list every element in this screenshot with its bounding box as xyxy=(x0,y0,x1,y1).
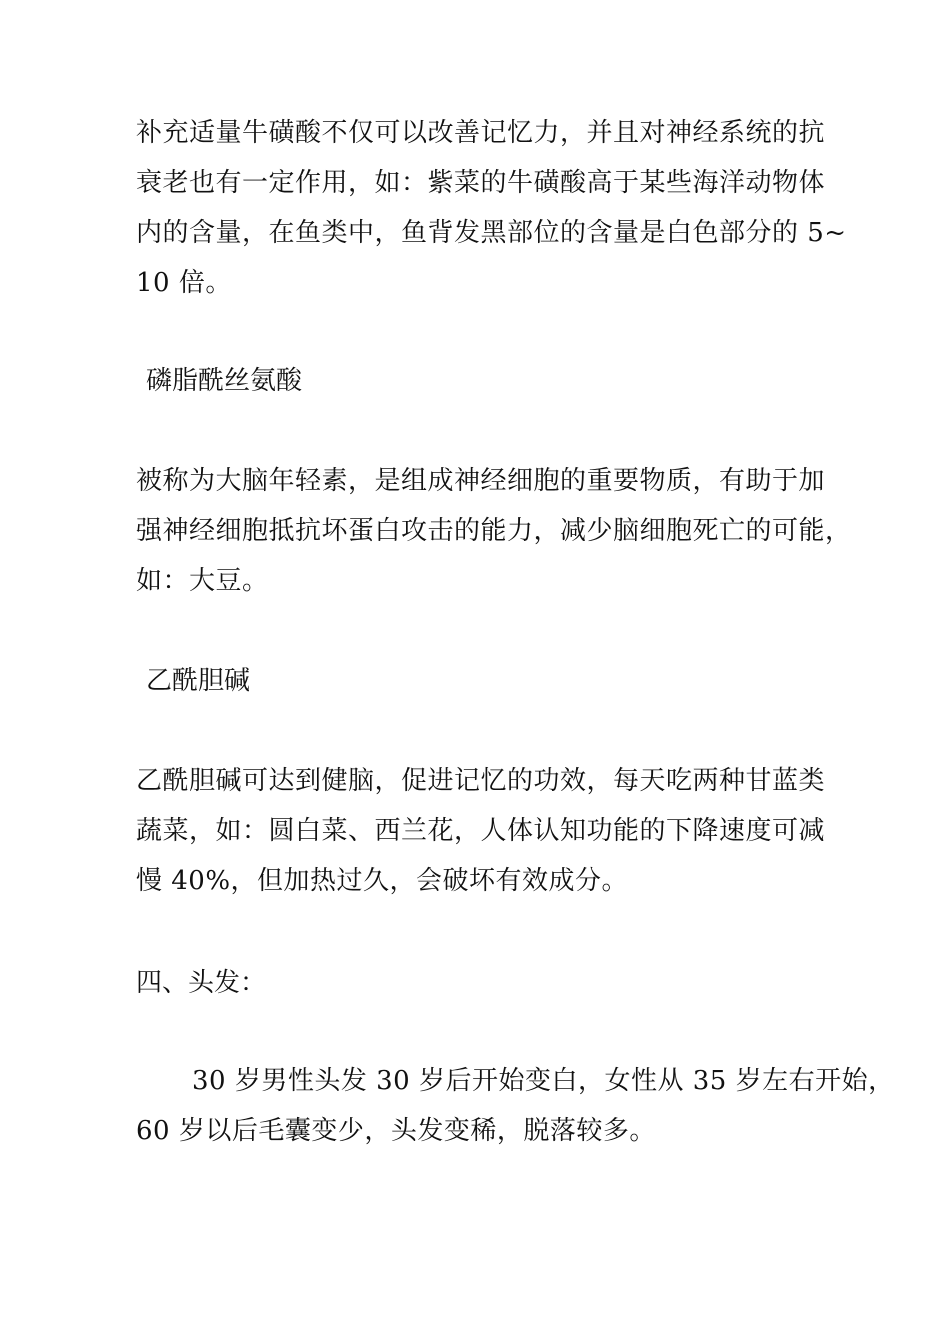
paragraph-acetylcholine xyxy=(136,756,826,906)
text-line: 10 倍。 xyxy=(136,268,232,298)
section-title-hair: 四、头发： xyxy=(136,968,267,998)
paragraph-phosphatidylserine xyxy=(136,456,852,606)
paragraph-hair xyxy=(136,1056,895,1156)
text-line: 慢 40%，但加热过久，会破坏有效成分。 xyxy=(136,866,629,896)
paragraph-taurine xyxy=(136,108,847,308)
text-line: 被称为大脑年轻素，是组成神经细胞的重要物质，有助于加 xyxy=(136,466,826,496)
text-line: 补充适量牛磺酸不仅可以改善记忆力，并且对神经系统的抗 xyxy=(136,118,826,148)
text-line: 内的含量，在鱼类中，鱼背发黑部位的含量是白色部分的 5~ xyxy=(136,218,847,248)
text-line: 乙酰胆碱可达到健脑，促进记忆的功效，每天吃两种甘蓝类 xyxy=(136,766,826,796)
text-line: 60 岁以后毛囊变少，头发变稀，脱落较多。 xyxy=(136,1116,656,1146)
text-line: 强神经细胞抵抗坏蛋白攻击的能力，减少脑细胞死亡的可能， xyxy=(136,516,852,546)
text-line: 衰老也有一定作用，如：紫菜的牛磺酸高于某些海洋动物体 xyxy=(136,168,826,198)
text-line: 30 岁男性头发 30 岁后开始变白，女性从 35 岁左右开始， xyxy=(192,1066,895,1096)
heading-acetylcholine: 乙酰胆碱 xyxy=(146,666,251,696)
text-line: 如：大豆。 xyxy=(136,566,269,596)
heading-phosphatidylserine: 磷脂酰丝氨酸 xyxy=(146,366,303,396)
text-line: 蔬菜，如：圆白菜、西兰花，人体认知功能的下降速度可减 xyxy=(136,816,826,846)
